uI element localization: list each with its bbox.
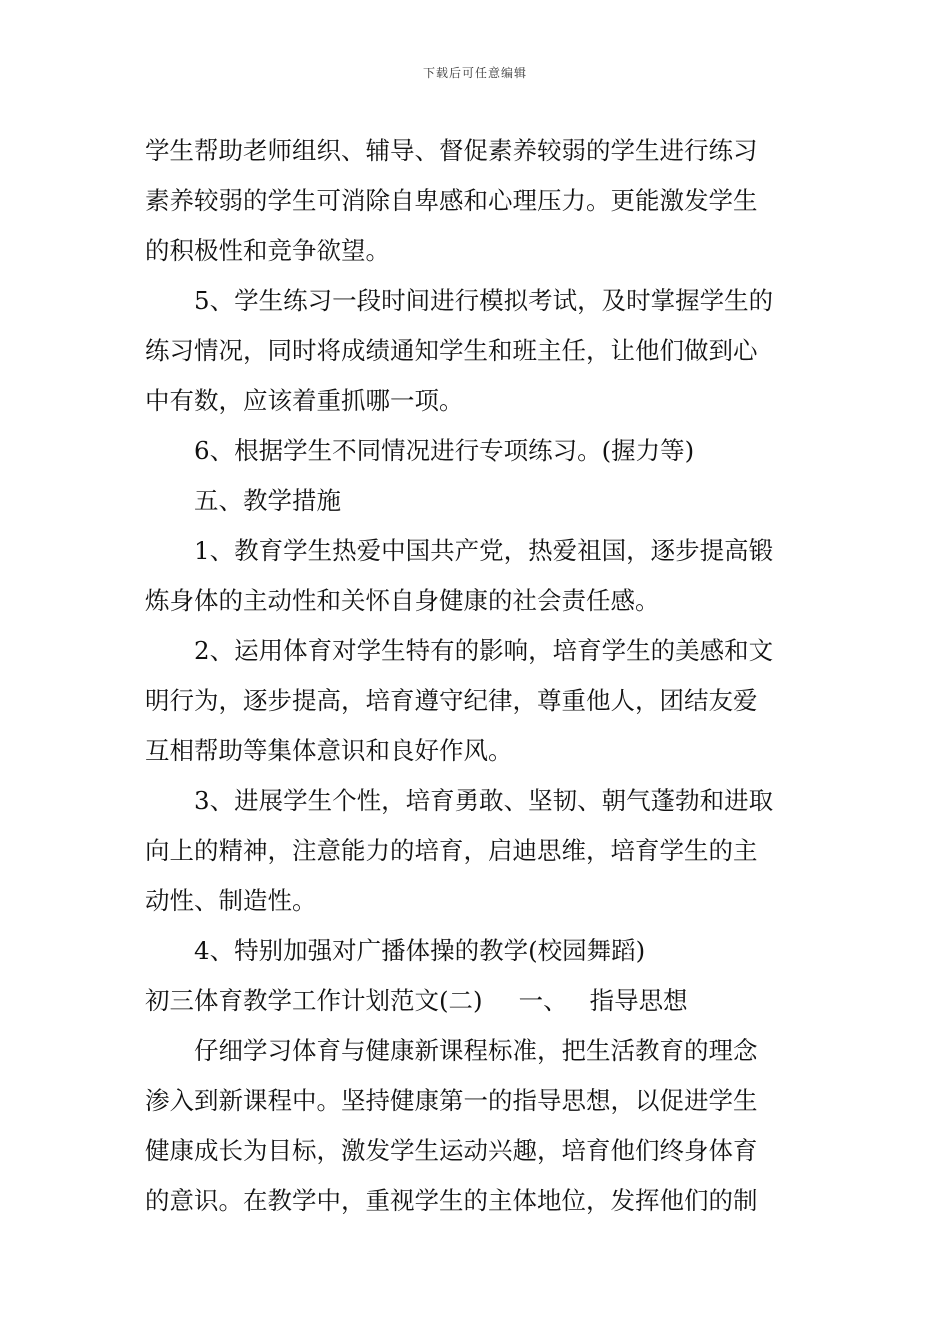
text-line: 学生帮助老师组织、辅导、督促素养较弱的学生进行练习 [145, 136, 758, 165]
document-body [145, 126, 810, 1226]
section-subtitle: 指导思想 [589, 986, 688, 1015]
text-line: 炼身体的主动性和关怀自身健康的社会责任感。 [145, 586, 660, 615]
section-number: 一、 [518, 986, 568, 1015]
section-title: 初三体育教学工作计划范文(二) [145, 986, 483, 1015]
text-line: 的积极性和竞争欲望。 [145, 236, 390, 265]
text-line: 5、学生练习一段时间进行模拟考试，及时掌握学生的 [194, 286, 774, 315]
text-line: 渗入到新课程中。坚持健康第一的指导思想，以促进学生 [145, 1086, 758, 1115]
text-line: 向上的精神，注意能力的培育，启迪思维，培育学生的主 [145, 836, 758, 865]
text-line: 中有数，应该着重抓哪一项。 [145, 386, 464, 415]
text-line: 3、进展学生个性，培育勇敢、坚韧、朝气蓬勃和进取 [194, 786, 774, 815]
text-line: 动性、制造性。 [145, 886, 317, 915]
text-line: 4、特别加强对广播体操的教学(校园舞蹈) [194, 936, 646, 965]
text-line: 6、根据学生不同情况进行专项练习。(握力等) [194, 436, 695, 465]
text-line: 1、教育学生热爱中国共产党，热爱祖国，逐步提高锻 [194, 536, 774, 565]
text-line: 明行为，逐步提高，培育遵守纪律，尊重他人，团结友爱 [145, 686, 758, 715]
page-header: 下载后可任意编辑 [422, 66, 527, 80]
text-line: 练习情况，同时将成绩通知学生和班主任，让他们做到心 [145, 336, 758, 365]
section-heading-teaching-measures: 五、教学措施 [194, 486, 341, 515]
text-line: 健康成长为目标，激发学生运动兴趣，培育他们终身体育 [145, 1136, 758, 1165]
text-line: 仔细学习体育与健康新课程标准，把生活教育的理念 [194, 1036, 758, 1065]
text-line: 互相帮助等集体意识和良好作风。 [145, 736, 513, 765]
document-section-heading [145, 976, 810, 1026]
text-line: 2、运用体育对学生特有的影响，培育学生的美感和文 [194, 636, 774, 665]
text-line: 的意识。在教学中，重视学生的主体地位，发挥他们的制 [145, 1186, 758, 1215]
text-line: 素养较弱的学生可消除自卑感和心理压力。更能激发学生 [145, 186, 758, 215]
